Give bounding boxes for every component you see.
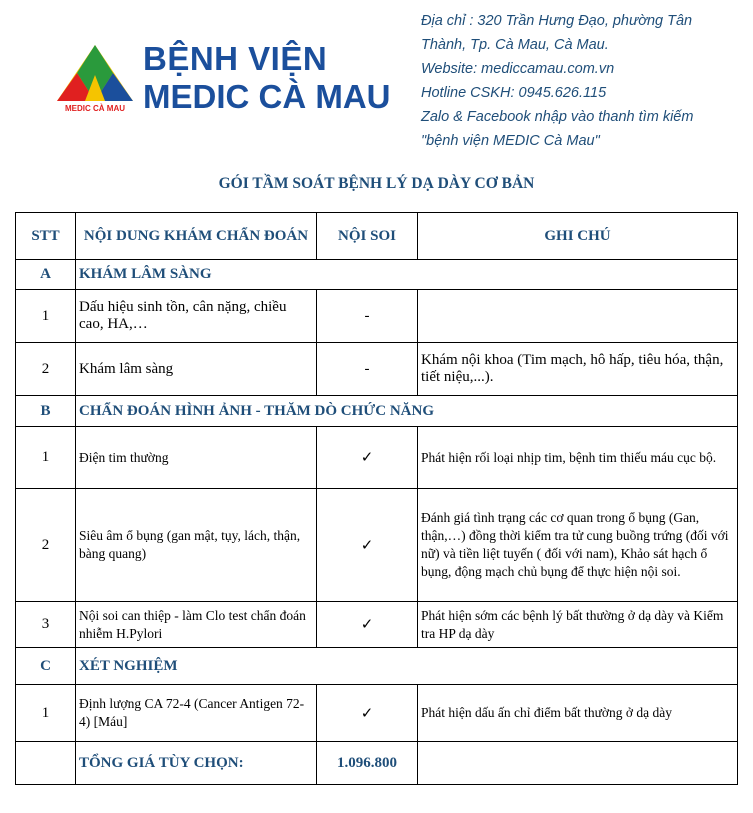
table-row [16, 427, 738, 489]
contact-info [421, 9, 751, 153]
contact-line: Zalo & Facebook nhập vào thanh tìm kiếm [421, 109, 694, 125]
row-note: Đánh giá tình trạng các cơ quan trong ổ bụng (Gan, thận,…) đồng thời kiểm tra tử cung buồng trứng (đối với nữ) và tiền liệt tuyến ( đối với nam), Khảo sát hạch ổ bụng, động mạch chủ bụng để thực hiện nội soi. [418, 489, 738, 602]
hospital-logo [55, 43, 135, 113]
row-stt: 2 [16, 489, 76, 602]
contact-line: Địa chỉ : 320 Trần Hưng Đạo, phường Tân [421, 13, 693, 29]
section-name: CHẨN ĐOÁN HÌNH ẢNH - THĂM DÒ CHỨC NĂNG [76, 396, 738, 427]
row-note: Phát hiện dấu ấn chỉ điểm bất thường ở dạ dày [418, 685, 738, 742]
brand-name [143, 40, 390, 116]
header-content: NỘI DUNG KHÁM CHẨN ĐOÁN [76, 213, 317, 260]
row-note: Khám nội khoa (Tim mạch, hô hấp, tiêu hóa, thận, tiết niệu,...). [418, 343, 738, 396]
table-row [16, 602, 738, 648]
header-stt: STT [16, 213, 76, 260]
row-endoscopy: ✓ [317, 427, 418, 489]
row-content: Điện tim thường [76, 427, 317, 489]
total-row [16, 742, 738, 785]
row-endoscopy: ✓ [317, 489, 418, 602]
row-endoscopy: ✓ [317, 685, 418, 742]
row-stt: 1 [16, 427, 76, 489]
contact-line: Hotline CSKH: 0945.626.115 [421, 85, 607, 101]
section-name: XÉT NGHIỆM [76, 648, 738, 685]
row-note: Phát hiện rối loại nhịp tim, bệnh tim thiếu máu cục bộ. [418, 427, 738, 489]
row-content: Nội soi can thiệp - làm Clo test chẩn đoán nhiễm H.Pylori [76, 602, 317, 648]
total-value: 1.096.800 [317, 742, 418, 785]
table-row [16, 290, 738, 343]
total-label: TỔNG GIÁ TÙY CHỌN: [76, 742, 317, 785]
table-header-row [16, 213, 738, 260]
header-endoscopy: NỘI SOI [317, 213, 418, 260]
contact-line: Website: mediccamau.com.vn [421, 61, 615, 77]
section-code: A [16, 260, 76, 290]
row-content: Siêu âm ổ bụng (gan mật, tụy, lách, thận, bàng quang) [76, 489, 317, 602]
package-table [15, 212, 738, 785]
header-note: GHI CHÚ [418, 213, 738, 260]
row-endoscopy: - [317, 290, 418, 343]
table-row [16, 343, 738, 396]
table-row [16, 489, 738, 602]
contact-line: "bệnh viện MEDIC Cà Mau" [421, 133, 600, 149]
row-endoscopy: - [317, 343, 418, 396]
row-stt: 1 [16, 685, 76, 742]
section-row [16, 648, 738, 685]
section-code: C [16, 648, 76, 685]
brand-line-2: MEDIC CÀ MAU [143, 78, 391, 115]
section-row [16, 260, 738, 290]
table-row [16, 685, 738, 742]
row-stt: 2 [16, 343, 76, 396]
row-content: Dấu hiệu sinh tồn, cân nặng, chiều cao, HA,… [76, 290, 317, 343]
brand-line-1: BỆNH VIỆN [143, 40, 328, 77]
page-title: GÓI TẦM SOÁT BỆNH LÝ DẠ DÀY CƠ BẢN [218, 175, 535, 192]
row-stt: 3 [16, 602, 76, 648]
row-endoscopy: ✓ [317, 602, 418, 648]
contact-line: Thành, Tp. Cà Mau, Cà Mau. [421, 37, 609, 53]
section-name: KHÁM LÂM SÀNG [76, 260, 738, 290]
row-note [418, 290, 738, 343]
logo-text: MEDIC CÀ MAU [65, 104, 125, 113]
section-code: B [16, 396, 76, 427]
row-stt: 1 [16, 290, 76, 343]
row-content: Định lượng CA 72-4 (Cancer Antigen 72-4) [Máu] [76, 685, 317, 742]
row-note: Phát hiện sớm các bệnh lý bất thường ở dạ dày và Kiểm tra HP dạ dày [418, 602, 738, 648]
section-row [16, 396, 738, 427]
row-content: Khám lâm sàng [76, 343, 317, 396]
